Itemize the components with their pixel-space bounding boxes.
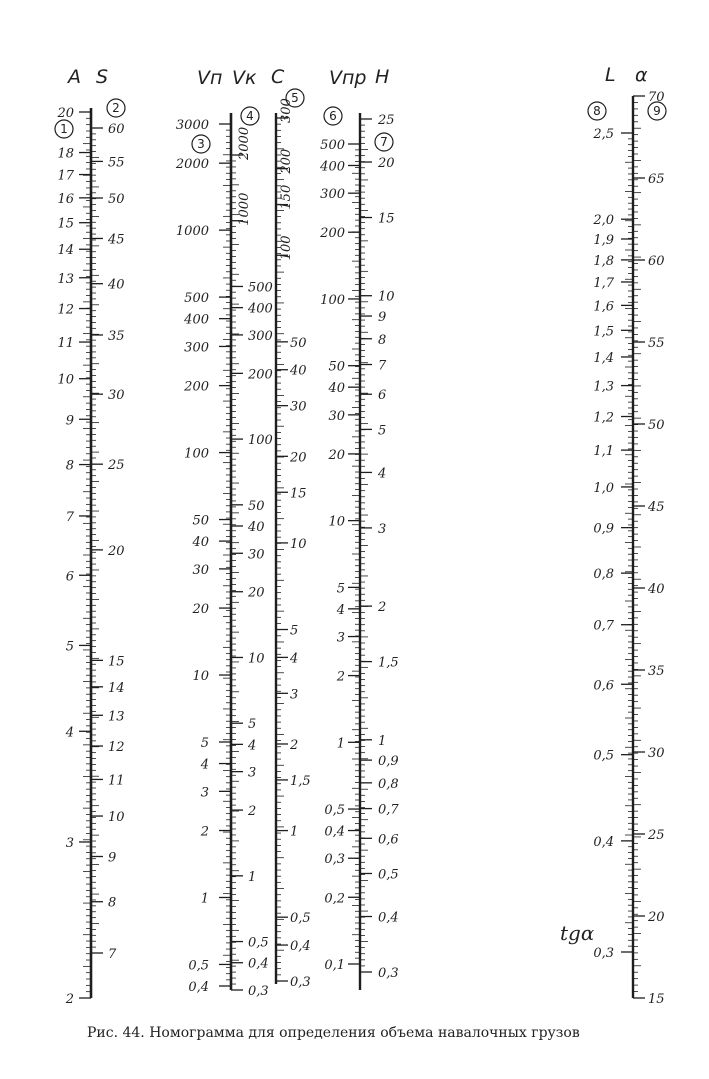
tick-label-vpr: 50 xyxy=(328,359,345,375)
tick-label-c: 0,4 xyxy=(290,939,311,955)
tick-label-vpr: 100 xyxy=(320,292,345,308)
axis-headers xyxy=(66,64,648,89)
tick-label-h: 5 xyxy=(378,423,387,439)
tick-label-vk: 200 xyxy=(248,367,273,383)
axis-header-alpha: α xyxy=(635,64,648,86)
tick-label-vk: 10 xyxy=(248,651,265,667)
tick-label-l: 1,6 xyxy=(593,299,614,315)
tick-label-l: 1,8 xyxy=(593,253,614,269)
tick-label-c: 4 xyxy=(290,651,299,667)
tick-label-l: 1,7 xyxy=(593,275,614,291)
tick-label-c: 0,3 xyxy=(290,975,311,990)
tick-label-h: 4 xyxy=(378,466,387,482)
axis-header-l: L xyxy=(605,64,616,86)
tick-label-vpr: 200 xyxy=(320,226,345,242)
tick-label-h: 20 xyxy=(378,156,395,172)
axis-header-a: A xyxy=(68,66,81,88)
tick-label-l: 0,6 xyxy=(593,678,614,694)
tick-label-l: 1,4 xyxy=(593,350,614,366)
tick-label-h: 3 xyxy=(378,521,387,537)
step-marker-number: 4 xyxy=(246,109,254,123)
tick-label-h: 0,3 xyxy=(378,966,399,981)
tick-label-h: 10 xyxy=(378,289,395,305)
tick-label-s: 60 xyxy=(108,122,125,137)
tick-label-s: 30 xyxy=(108,388,125,404)
tick-label-vp: 0,4 xyxy=(188,980,209,995)
tick-label-h: 1,5 xyxy=(378,655,399,671)
tick-label-s: 8 xyxy=(108,895,117,911)
tick-label-vp: 50 xyxy=(192,513,209,529)
tick-label-vk: 50 xyxy=(248,498,265,514)
tick-label-vp: 20 xyxy=(192,602,209,618)
tick-label-vp: 1 xyxy=(200,891,209,907)
tick-label-vk: 0,5 xyxy=(248,935,269,951)
tick-label-s: 15 xyxy=(108,654,125,670)
tick-label-c: 50 xyxy=(290,335,307,351)
tick-label-a: 6 xyxy=(65,569,74,585)
tick-label-c: 2 xyxy=(290,737,299,753)
tick-label-c: 100 xyxy=(279,235,294,261)
axis-header-vp: Vп xyxy=(197,67,223,89)
tick-label-s: 7 xyxy=(108,947,117,962)
tick-label-vpr: 300 xyxy=(320,187,345,203)
tick-label-l: 0,5 xyxy=(593,748,614,764)
tick-label-h: 9 xyxy=(378,310,387,326)
tick-label-a: 12 xyxy=(57,302,74,318)
tick-label-vk: 300 xyxy=(248,328,273,344)
tick-label-vk: 2 xyxy=(248,804,257,820)
tick-label-h: 0,8 xyxy=(378,776,399,792)
minor-ticks xyxy=(79,96,645,998)
tick-label-vk: 1 xyxy=(248,869,257,885)
tick-label-l: 0,9 xyxy=(593,521,614,537)
step-marker-3 xyxy=(192,135,210,153)
tick-label-alpha: 50 xyxy=(648,418,665,433)
tick-label-l: 0,7 xyxy=(593,618,614,634)
axis-header-c: C xyxy=(271,66,285,88)
tick-label-c: 1 xyxy=(290,824,299,840)
tick-label-a: 7 xyxy=(65,509,74,525)
tick-label-vk: 0,3 xyxy=(248,984,269,999)
tick-label-h: 8 xyxy=(378,332,387,348)
tick-label-vp: 40 xyxy=(192,535,209,551)
tg-alpha-label: tgα xyxy=(560,921,595,945)
tick-label-alpha: 20 xyxy=(648,910,665,925)
tick-label-c: 20 xyxy=(290,450,307,466)
step-marker-number: 2 xyxy=(112,101,120,115)
tick-label-h: 7 xyxy=(378,358,387,374)
tick-label-a: 9 xyxy=(65,413,74,429)
tick-label-vp: 200 xyxy=(184,379,209,395)
tick-label-vk: 4 xyxy=(248,738,257,754)
tick-label-alpha: 60 xyxy=(648,254,665,269)
tick-label-c: 5 xyxy=(290,623,299,639)
tick-label-vpr: 10 xyxy=(328,514,345,530)
tick-label-vp: 500 xyxy=(184,291,209,307)
tick-label-s: 40 xyxy=(108,277,125,293)
tick-label-c: 200 xyxy=(279,148,294,174)
axis-header-h: H xyxy=(375,66,390,88)
tick-label-vk: 0,4 xyxy=(248,956,269,972)
tick-label-s: 12 xyxy=(108,740,125,756)
tick-label-alpha: 55 xyxy=(648,336,665,351)
tick-label-alpha: 25 xyxy=(648,828,665,843)
tick-label-c: 0,5 xyxy=(290,911,311,927)
tick-label-a: 11 xyxy=(57,336,74,352)
tick-label-vpr: 20 xyxy=(328,447,345,463)
tick-label-vp: 3 xyxy=(200,785,209,801)
tick-label-vpr: 0,1 xyxy=(324,958,345,973)
axis-header-vpr: Vпр xyxy=(329,67,367,89)
tick-label-l: 0,8 xyxy=(593,567,614,583)
tick-label-h: 0,6 xyxy=(378,832,399,848)
tick-label-a: 3 xyxy=(65,835,74,851)
axis-header-s: S xyxy=(96,66,109,88)
tick-label-h: 0,5 xyxy=(378,867,399,883)
step-marker-number: 9 xyxy=(653,104,661,118)
tick-label-h: 0,7 xyxy=(378,802,399,818)
tick-label-c: 300 xyxy=(279,98,294,123)
tick-label-a: 13 xyxy=(57,271,74,287)
tick-label-l: 0,4 xyxy=(593,834,614,850)
tick-label-vk: 100 xyxy=(248,433,273,449)
tick-label-a: 14 xyxy=(57,243,74,259)
tick-label-alpha: 15 xyxy=(648,992,665,1007)
tick-label-h: 1 xyxy=(378,733,387,749)
tick-label-c: 40 xyxy=(290,363,307,379)
tick-label-l: 1,0 xyxy=(593,480,614,496)
tick-label-s: 35 xyxy=(108,328,125,344)
axis-header-vk: Vк xyxy=(232,67,257,89)
tick-label-alpha: 70 xyxy=(648,90,665,105)
tick-label-h: 6 xyxy=(378,388,387,404)
tick-label-vk: 30 xyxy=(248,547,265,563)
tick-label-vp: 0,5 xyxy=(188,958,209,974)
tick-label-a: 8 xyxy=(65,458,74,474)
tick-label-s: 11 xyxy=(108,773,125,789)
tick-label-vp: 4 xyxy=(200,757,209,773)
tick-label-l: 1,1 xyxy=(593,444,614,460)
tick-label-c: 15 xyxy=(290,486,307,502)
tick-label-vp: 30 xyxy=(192,562,209,578)
tick-label-vp: 2 xyxy=(200,824,209,840)
tick-label-vpr: 500 xyxy=(320,138,345,153)
tick-label-s: 14 xyxy=(108,680,125,696)
tick-label-h: 0,4 xyxy=(378,910,399,926)
tick-label-l: 1,3 xyxy=(593,379,614,395)
tick-label-a: 2 xyxy=(65,992,74,1007)
tick-label-vp: 5 xyxy=(200,735,209,751)
tick-label-vpr: 40 xyxy=(328,381,345,397)
tick-label-s: 50 xyxy=(108,192,125,208)
tick-label-vpr: 400 xyxy=(320,159,345,175)
tick-label-c: 1,5 xyxy=(290,773,311,789)
tick-label-h: 0,9 xyxy=(378,754,399,770)
tick-label-vp: 10 xyxy=(192,669,209,685)
tick-label-vpr: 3 xyxy=(336,630,345,646)
tick-label-vk: 3 xyxy=(248,765,257,781)
step-marker-7 xyxy=(375,133,393,151)
tick-label-alpha: 40 xyxy=(648,582,665,597)
tick-label-s: 45 xyxy=(108,232,125,248)
tick-label-s: 55 xyxy=(108,155,125,171)
tick-label-vk: 400 xyxy=(248,301,273,317)
tick-label-l: 2,5 xyxy=(593,127,614,142)
tick-label-vpr: 5 xyxy=(336,581,345,597)
tick-label-vpr: 30 xyxy=(328,408,345,424)
tick-label-l: 0,3 xyxy=(593,946,614,961)
step-marker-number: 5 xyxy=(291,91,299,105)
tick-label-l: 1,2 xyxy=(593,410,614,426)
tick-label-vpr: 0,2 xyxy=(324,891,345,907)
tick-label-c: 30 xyxy=(290,399,307,415)
tick-label-a: 4 xyxy=(65,725,74,741)
tick-label-c: 10 xyxy=(290,536,307,552)
step-marker-1 xyxy=(55,120,73,138)
tick-label-vk: 1000 xyxy=(237,192,252,226)
tick-label-l: 2,0 xyxy=(593,213,614,229)
step-marker-9 xyxy=(648,102,666,120)
tick-label-vp: 300 xyxy=(184,340,209,356)
figure-caption: Рис. 44. Номограмма для определения объема навалочных грузов xyxy=(87,1025,580,1041)
tick-label-h: 25 xyxy=(378,113,395,128)
step-marker-number: 7 xyxy=(380,135,388,149)
tick-label-vk: 40 xyxy=(248,519,265,535)
tick-label-a: 15 xyxy=(57,216,74,232)
tick-label-s: 13 xyxy=(108,709,125,725)
step-marker-number: 3 xyxy=(197,137,205,151)
tick-label-a: 16 xyxy=(57,191,74,207)
step-marker-2 xyxy=(107,99,125,117)
step-marker-6 xyxy=(324,107,342,125)
tick-label-l: 1,9 xyxy=(593,233,614,249)
tick-label-alpha: 35 xyxy=(648,664,665,679)
tick-label-alpha: 30 xyxy=(648,746,665,761)
tick-label-vpr: 0,3 xyxy=(324,852,345,868)
tick-label-vpr: 4 xyxy=(336,602,345,618)
tick-label-vk: 2000 xyxy=(237,126,252,160)
tick-label-c: 3 xyxy=(290,687,299,703)
tick-label-a: 10 xyxy=(57,372,74,388)
tick-label-vpr: 0,5 xyxy=(324,803,345,819)
step-marker-number: 6 xyxy=(329,109,337,123)
step-marker-8 xyxy=(588,102,606,120)
tick-label-a: 5 xyxy=(65,639,74,655)
step-marker-4 xyxy=(241,107,259,125)
tick-label-vk: 500 xyxy=(248,280,273,296)
tick-label-vp: 400 xyxy=(184,312,209,328)
tick-label-vp: 1000 xyxy=(175,224,209,240)
tick-label-alpha: 65 xyxy=(648,172,665,187)
tick-label-vpr: 2 xyxy=(336,669,345,685)
tick-label-vk: 5 xyxy=(248,717,257,733)
step-marker-number: 8 xyxy=(593,104,601,118)
tick-label-h: 15 xyxy=(378,211,395,227)
tick-label-s: 9 xyxy=(108,850,117,866)
tick-label-vk: 20 xyxy=(248,585,265,601)
tick-label-vpr: 0,4 xyxy=(324,824,345,840)
tick-label-s: 10 xyxy=(108,810,125,826)
tick-label-h: 2 xyxy=(378,600,387,616)
tick-label-a: 18 xyxy=(57,146,74,162)
tick-label-vp: 3000 xyxy=(175,118,209,133)
tick-label-alpha: 45 xyxy=(648,500,665,515)
tick-label-vp: 100 xyxy=(184,446,209,462)
tick-label-vp: 2000 xyxy=(175,157,209,173)
tick-label-vpr: 1 xyxy=(336,736,345,752)
tick-label-s: 20 xyxy=(108,543,125,559)
step-marker-number: 1 xyxy=(60,122,68,136)
tick-label-c: 150 xyxy=(279,184,294,210)
tick-label-a: 20 xyxy=(57,106,74,121)
tick-label-a: 17 xyxy=(57,168,74,184)
tick-label-s: 25 xyxy=(108,458,125,474)
tick-label-l: 1,5 xyxy=(593,324,614,340)
step-marker-5 xyxy=(286,89,304,107)
